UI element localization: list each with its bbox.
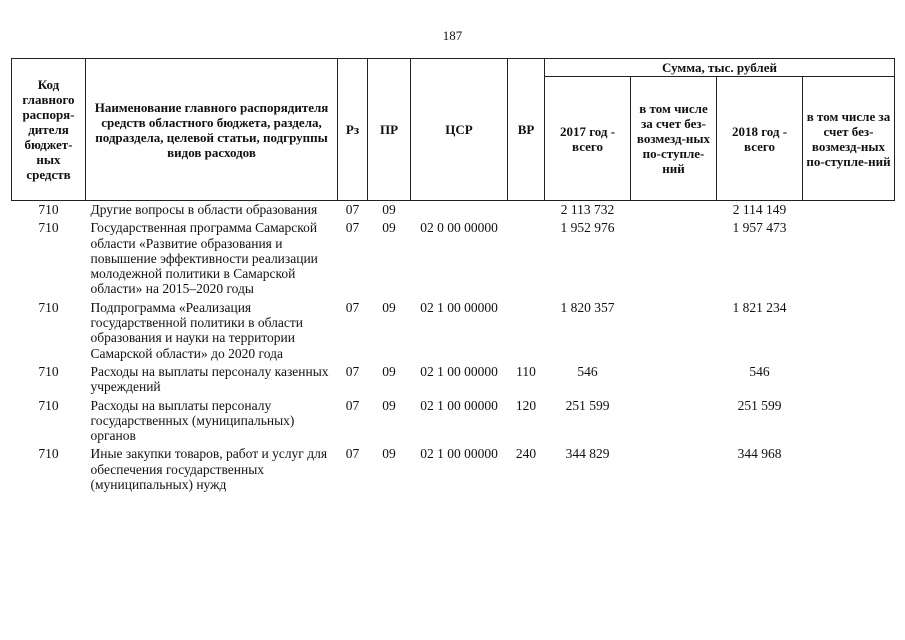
cell-code: 710 <box>38 220 59 236</box>
cell-code: 710 <box>38 202 59 217</box>
cell-code: 710 <box>38 363 59 379</box>
cell-2017-grants <box>631 201 717 220</box>
cell-pr: 09 <box>382 363 396 379</box>
cell-2017-total: 344 829 <box>565 446 610 462</box>
cell-pr: 09 <box>382 220 396 236</box>
cell-name: Подпрограмма «Реализация государственной политики в области образования и науки на территории Самарской области» до 2020 года <box>90 299 304 361</box>
cell-2018-grants <box>803 445 895 494</box>
cell-pr: 09 <box>382 397 396 413</box>
cell-code: 710 <box>38 397 59 413</box>
table-row <box>12 397 895 446</box>
header-rz: Рз <box>338 59 368 201</box>
header-name: Наименование главного распорядителя средств областного бюджета, раздела, подраздела, целевой статьи, подгруппы видов расходов <box>86 59 338 201</box>
header-2017-grants: в том числе за счет без-возмезд-ных по-ступле-ний <box>631 77 717 201</box>
cell-name: Иные закупки товаров, работ и услуг для обеспечения государственных (муниципальных) нужд <box>90 446 328 493</box>
cell-2018-grants <box>803 299 895 363</box>
cell-vr: 120 <box>515 397 537 413</box>
table-row <box>12 445 895 494</box>
cell-rz: 07 <box>345 363 360 379</box>
page-number: 187 <box>442 28 463 43</box>
cell-name: Расходы на выплаты персоналу государственных (муниципальных) органов <box>90 397 295 444</box>
cell-2018-total: 344 968 <box>737 446 782 462</box>
header-csr: ЦСР <box>411 59 508 201</box>
header-2017-total: 2017 год - всего <box>545 77 631 201</box>
cell-rz: 07 <box>345 446 360 462</box>
cell-csr: 02 1 00 00000 <box>420 363 498 379</box>
cell-rz: 07 <box>345 299 360 315</box>
cell-2018-total: 251 599 <box>737 397 782 413</box>
table-row <box>12 219 895 298</box>
cell-2017-grants <box>631 445 717 494</box>
cell-vr <box>508 219 545 298</box>
cell-2018-total: 546 <box>749 363 770 379</box>
cell-2017-grants <box>631 397 717 446</box>
header-sum: Сумма, тыс. рублей <box>545 59 895 77</box>
header-pr: ПР <box>368 59 411 201</box>
cell-vr: 110 <box>516 363 536 379</box>
cell-name: Расходы на выплаты персоналу казенных учреждений <box>90 363 329 395</box>
table-row <box>12 201 895 220</box>
cell-name: Другие вопросы в области образования <box>90 202 318 217</box>
header-code: Код главного распоря-дителя бюджет-ных средств <box>12 59 86 201</box>
cell-2017-total: 1 820 357 <box>560 299 615 315</box>
cell-pr: 09 <box>382 446 396 462</box>
cell-2017-total: 546 <box>577 363 598 379</box>
header-2018-total: 2018 год - всего <box>717 77 803 201</box>
header-vr: ВР <box>508 59 545 201</box>
cell-2017-total: 1 952 976 <box>560 220 615 236</box>
cell-csr: 02 1 00 00000 <box>420 397 498 413</box>
cell-2017-grants <box>631 363 717 397</box>
cell-rz: 07 <box>345 202 360 217</box>
cell-vr <box>508 299 545 363</box>
cell-2017-grants <box>631 219 717 298</box>
cell-csr: 02 0 00 00000 <box>420 220 498 236</box>
cell-code: 710 <box>38 446 59 462</box>
cell-pr: 09 <box>382 299 396 315</box>
cell-name: Государственная программа Самарской области «Развитие образования и повышение эффективности реализации молодежной политики в Самарской области» на 2015–2020 годы <box>90 220 318 297</box>
cell-pr: 09 <box>382 202 396 217</box>
cell-code: 710 <box>38 299 59 315</box>
header-2018-grants: в том числе за счет без-возмезд-ных по-ступле-ний <box>803 77 895 201</box>
cell-vr <box>508 201 545 220</box>
cell-csr: 02 1 00 00000 <box>420 446 498 462</box>
budget-table <box>11 58 895 494</box>
table-row <box>12 363 895 397</box>
table-body <box>12 201 895 495</box>
cell-csr <box>411 201 508 220</box>
cell-2018-grants <box>803 363 895 397</box>
cell-2017-grants <box>631 299 717 363</box>
cell-2017-total: 2 113 732 <box>560 202 615 217</box>
cell-2018-total: 1 957 473 <box>732 220 787 236</box>
cell-2017-total: 251 599 <box>565 397 610 413</box>
cell-rz: 07 <box>345 220 360 236</box>
cell-2018-grants <box>803 397 895 446</box>
cell-2018-total: 1 821 234 <box>732 299 787 315</box>
cell-2018-grants <box>803 219 895 298</box>
cell-2018-grants <box>803 201 895 220</box>
cell-csr: 02 1 00 00000 <box>420 299 498 315</box>
cell-2018-total: 2 114 149 <box>732 202 787 217</box>
cell-vr: 240 <box>515 446 537 462</box>
table-row <box>12 299 895 363</box>
cell-rz: 07 <box>345 397 360 413</box>
